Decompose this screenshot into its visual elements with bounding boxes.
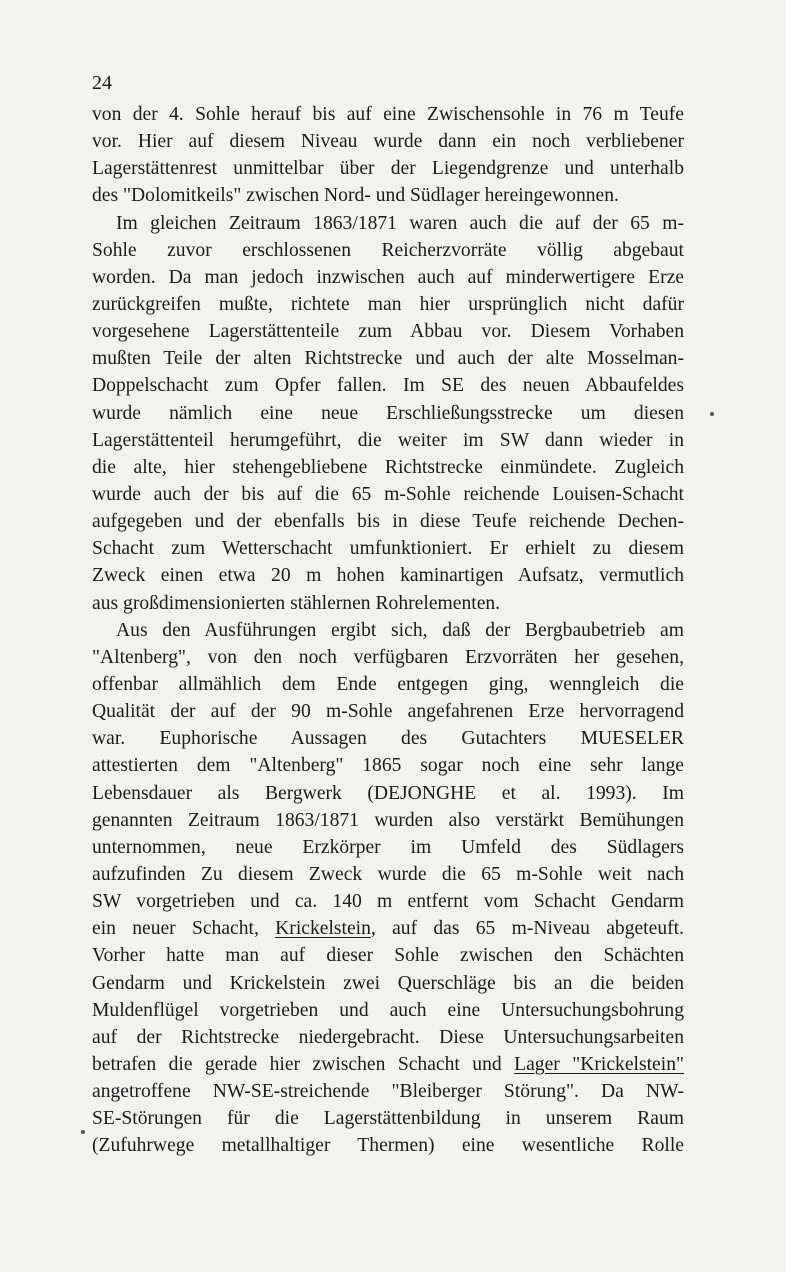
text-line: wurde auch der bis auf die 65 m-Sohle reichende Louisen-Schacht xyxy=(92,483,684,505)
text-line: die alte, hier stehengebliebene Richtstrecke einmündete. Zugleich xyxy=(92,456,684,478)
paragraph-start-line: Im gleichen Zeitraum 1863/1871 waren auch die auf der 65 m- xyxy=(116,212,684,234)
text-line: vor. Hier auf diesem Niveau wurde dann ein noch verbliebener xyxy=(92,131,684,153)
text-line: (Zufuhrwege metallhaltiger Thermen) eine wesentliche Rolle xyxy=(92,1135,684,1157)
text-line: Muldenflügel vorgetrieben und auch eine Untersuchungsbohrung xyxy=(92,999,684,1021)
text-line: Lagerstättenteil herumgeführt, die weiter im SW dann wieder in xyxy=(92,429,684,451)
text-line: auf der Richtstrecke niedergebracht. Diese Untersuchungsarbeiten xyxy=(92,1026,684,1048)
text-line: mußten Teile der alten Richtstrecke und auch der alte Mosselman- xyxy=(92,348,684,370)
text-line: worden. Da man jedoch inzwischen auch auf minderwertigere Erze xyxy=(92,266,684,288)
margin-mark xyxy=(81,1130,85,1134)
paragraph-start-line: Aus den Ausführungen ergibt sich, daß der Bergbaubetrieb am xyxy=(116,619,684,641)
page-number: 24 xyxy=(92,72,112,94)
text-segment: , auf das 65 m-Niveau abgeteuft. xyxy=(370,918,684,940)
text-line: Doppelschacht zum Opfer fallen. Im SE des neuen Abbaufeldes xyxy=(92,375,684,397)
text-line: zurückgreifen mußte, richtete man hier ursprünglich nicht dafür xyxy=(92,293,684,315)
text-line: des "Dolomitkeils" zwischen Nord- und Südlager hereingewonnen. xyxy=(92,185,619,207)
text-line: aus großdimensionierten stählernen Rohrelementen. xyxy=(92,592,501,614)
text-line: angetroffene NW-SE-streichende "Bleiberger Störung". Da NW- xyxy=(92,1081,684,1103)
text-line: SE-Störungen für die Lagerstättenbildung in unserem Raum xyxy=(92,1108,684,1130)
text-line: Sohle zuvor erschlossenen Reicherzvorräte völlig abgebaut xyxy=(92,239,684,261)
text-line: Qualität der auf der 90 m-Sohle angefahrenen Erze hervorragend xyxy=(92,701,684,723)
text-line: Zweck einen etwa 20 m hohen kaminartigen Aufsatz, vermutlich xyxy=(92,565,684,587)
body-text xyxy=(92,101,684,1159)
text-line: aufzufinden Zu diesem Zweck wurde die 65 m-Sohle weit nach xyxy=(92,863,684,885)
underlined-term: Lager "Krickelstein" xyxy=(514,1053,684,1075)
text-segment: ein neuer Schacht, xyxy=(92,918,276,940)
text-line: Lebensdauer als Bergwerk (DEJONGHE et al. 1993). Im xyxy=(92,782,684,804)
underlined-term: Krickelstein xyxy=(275,918,371,940)
text-line: SW vorgetrieben und ca. 140 m entfernt vom Schacht Gendarm xyxy=(92,891,684,913)
margin-mark xyxy=(710,412,714,416)
text-line: aufgegeben und der ebenfalls bis in diese Teufe reichende Dechen- xyxy=(92,511,684,533)
text-line: vorgesehene Lagerstättenteile zum Abbau vor. Diesem Vorhaben xyxy=(92,321,684,343)
text-line: Vorher hatte man auf dieser Sohle zwischen den Schächten xyxy=(92,945,684,967)
text-line: war. Euphorische Aussagen des Gutachters MUESELER xyxy=(92,728,684,750)
text-line: Lagerstättenrest unmittelbar über der Liegendgrenze und unterhalb xyxy=(92,158,684,180)
text-segment: betrafen die gerade hier zwischen Schacht und xyxy=(92,1053,515,1075)
text-line: von der 4. Sohle herauf bis auf eine Zwischensohle in 76 m Teufe xyxy=(92,104,684,125)
text-line: offenbar allmählich dem Ende entgegen ging, wenngleich die xyxy=(92,673,684,695)
text-line-krickelstein xyxy=(92,915,684,942)
text-line: unternommen, neue Erzkörper im Umfeld des Südlagers xyxy=(92,836,684,858)
text-line: genannten Zeitraum 1863/1871 wurden also verstärkt Bemühungen xyxy=(92,809,684,831)
text-line-lager xyxy=(92,1051,684,1078)
text-line: wurde nämlich eine neue Erschließungsstrecke um diesen xyxy=(92,402,684,424)
text-line: attestierten dem "Altenberg" 1865 sogar noch eine sehr lange xyxy=(92,755,684,777)
text-line: Gendarm und Krickelstein zwei Querschläge bis an die beiden xyxy=(92,972,684,994)
text-line: Schacht zum Wetterschacht umfunktioniert. Er erhielt zu diesem xyxy=(92,538,684,560)
text-line: "Altenberg", von den noch verfügbaren Erzvorräten her gesehen, xyxy=(92,646,684,668)
